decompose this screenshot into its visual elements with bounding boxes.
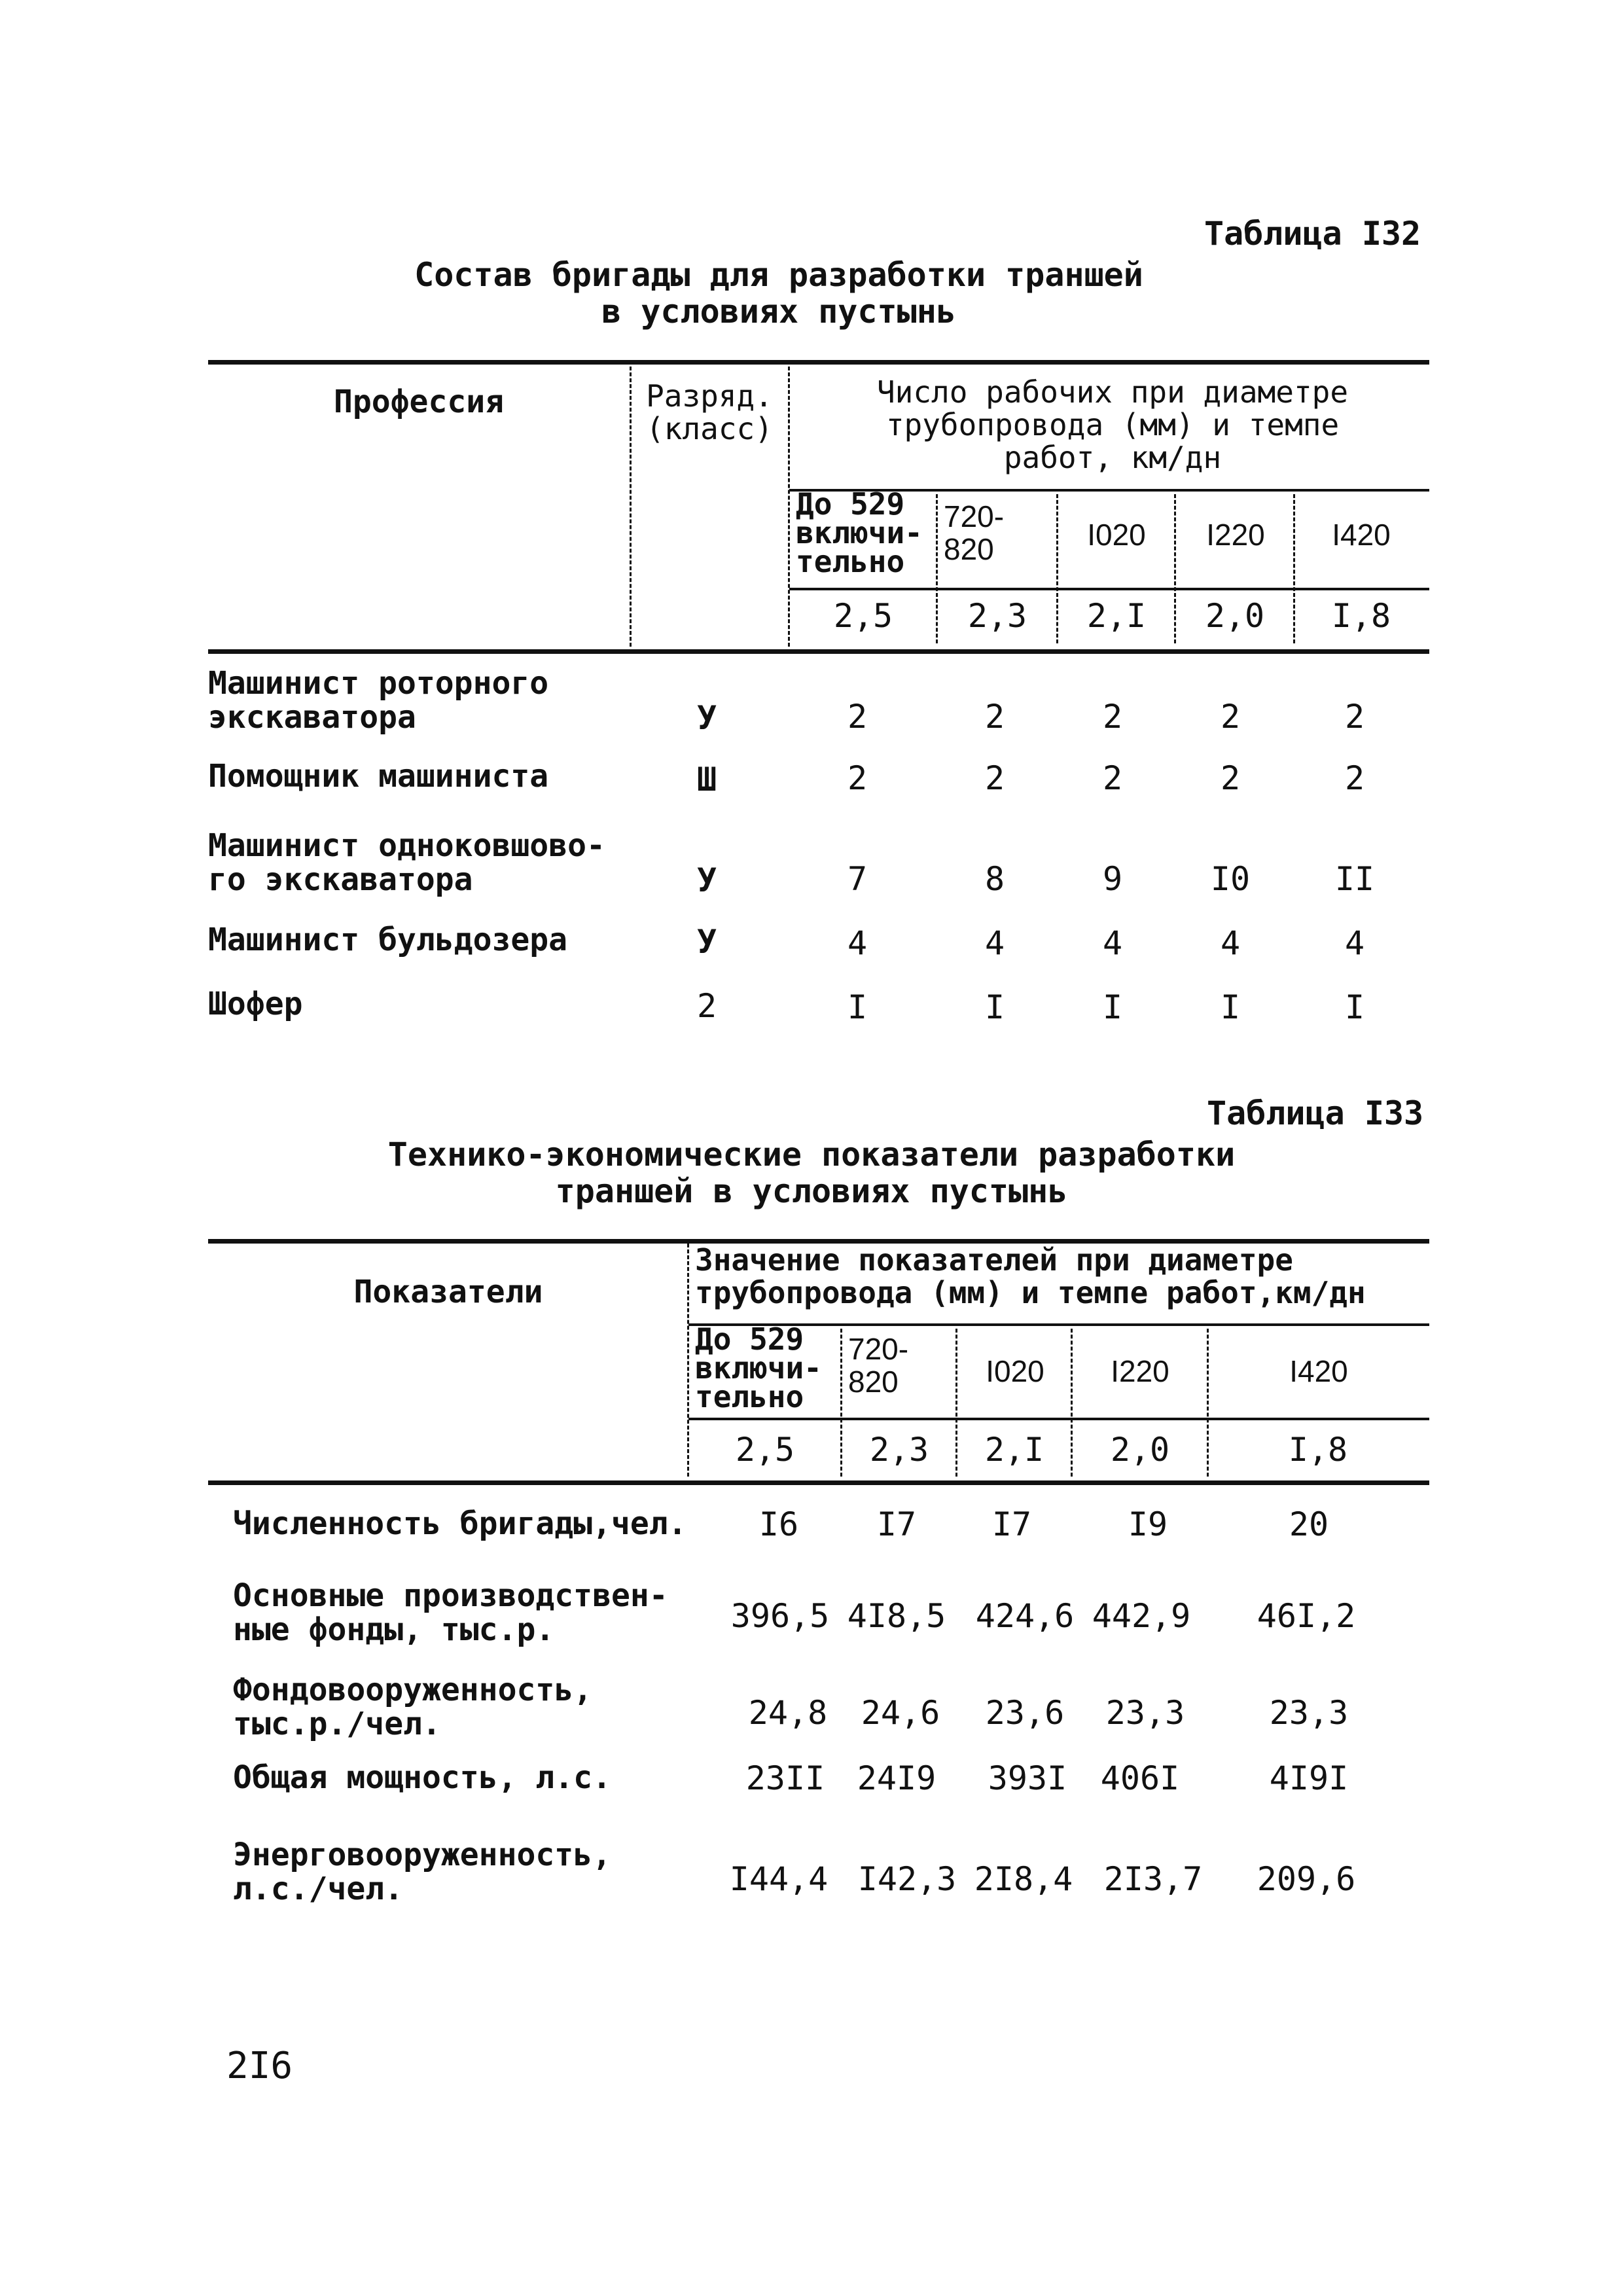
header-diameter-1020: I020 [1087,518,1146,552]
table-cell: 406I [1100,1759,1180,1797]
table-cell-grade: У [696,861,717,899]
header-profession: Профессия [333,384,505,420]
table-133-label: Таблица I33 [1207,1094,1424,1132]
table-row-label: Машинист бульдозера [208,922,568,958]
table-cell: 23,3 [1105,1694,1185,1732]
table-cell: 2 [1220,759,1241,797]
table-cell: 4 [1102,924,1123,962]
table-cell: 9 [1102,860,1123,898]
rule [208,649,1429,654]
header-diameter-720: 720- 820 [944,499,1005,566]
header-diameter-720: 720- 820 [848,1332,909,1399]
table-row-label: Шофер [208,986,303,1022]
table-cell: 4 [1220,924,1241,962]
header-pace: 2,5 [735,1431,795,1469]
table-cell: 424,6 [975,1597,1075,1635]
table-cell-grade: У [696,923,717,961]
header-diameter-1420: I420 [1332,518,1391,552]
table-cell: 4 [984,924,1005,962]
table-cell: I [847,988,868,1026]
header-pace: 2,3 [967,597,1027,635]
table-132-label: Таблица I32 [1204,215,1421,253]
table-cell-grade: У [696,699,717,737]
table-row-label: Численность бригады,чел. [233,1505,687,1542]
column-divider [1207,1329,1209,1477]
table-cell: 442,9 [1092,1597,1191,1635]
table-cell-grade: Ш [696,761,717,798]
table-cell: I [984,988,1005,1026]
table-cell: 23,3 [1269,1694,1349,1732]
table-cell: 7 [847,860,868,898]
header-pace: 2,3 [869,1431,929,1469]
column-divider [955,1329,957,1477]
header-values: Значение показателей при диаметре трубопровода (мм) и темпе работ,км/дн [695,1242,1366,1310]
table-row-label: Фондовооруженность, тыс.р./чел. [233,1672,593,1742]
header-indicators: Показатели [353,1274,543,1310]
table-row-label: Основные производствен- ные фонды, тыс.р. [233,1577,668,1648]
table-row-label: Машинист одноковшово- го экскаватора [208,827,605,898]
table-cell: 2 [1102,759,1123,797]
table-row-label: Машинист роторного экскаватора [208,665,549,736]
table-cell: I [1344,988,1365,1026]
column-divider [840,1329,842,1477]
table-cell: I42,3 [857,1860,957,1898]
table-cell: 4 [847,924,868,962]
table-cell: 23,6 [985,1694,1065,1732]
table-cell: I6 [758,1505,799,1543]
header-diameter-1020: I020 [986,1354,1044,1388]
table-cell: I44,4 [729,1860,829,1898]
table-cell: 24I9 [857,1759,936,1797]
table-cell: 2 [847,759,868,797]
table-cell: I7 [876,1505,917,1543]
table-cell: 2 [1220,698,1241,736]
header-pace: I,8 [1331,597,1391,635]
table-132-title [366,257,1191,330]
column-divider [630,367,632,647]
table-row-label: Помощник машиниста [208,758,549,795]
table-cell: 209,6 [1257,1860,1356,1898]
title-line: Технико-экономические показатели разработки [387,1136,1236,1174]
table-cell: 396,5 [730,1597,830,1635]
table-133-title [353,1136,1270,1210]
title-line: Состав бригады для разработки траншей [414,256,1143,294]
table-cell: 20 [1289,1505,1329,1543]
table-cell-grade: 2 [696,987,717,1025]
table-cell: 8 [984,860,1005,898]
table-cell: 2 [1102,698,1123,736]
table-cell: 4 [1344,924,1365,962]
table-cell: I9 [1128,1505,1168,1543]
rule [688,1418,1429,1420]
title-line: в условиях пустынь [601,293,956,331]
header-diameter-1220: I220 [1111,1354,1169,1388]
table-cell: 23II [745,1759,825,1797]
table-row-label: Общая мощность, л.с. [233,1759,611,1796]
header-diameter-529: До 529 включи- тельно [796,486,923,579]
table-cell: 2 [1344,698,1365,736]
column-divider [788,367,790,647]
table-cell: 24,8 [748,1694,828,1732]
header-pace: 2,I [1086,597,1147,635]
title-line: траншей в условиях пустынь [555,1172,1068,1210]
header-pace: I,8 [1288,1431,1348,1469]
rule [789,588,1429,590]
table-cell: 393I [988,1759,1067,1797]
table-cell: 24,6 [861,1694,940,1732]
header-diameter-1420: I420 [1289,1354,1348,1388]
table-cell: 2 [847,698,868,736]
table-cell: 46I,2 [1257,1597,1356,1635]
column-divider [1293,494,1295,643]
table-cell: I0 [1210,860,1251,898]
column-divider [1174,494,1176,643]
table-cell: 2I8,4 [974,1860,1073,1898]
table-cell: I [1102,988,1123,1026]
table-cell: II [1334,860,1375,898]
column-divider [687,1244,689,1477]
table-cell: 2I3,7 [1103,1860,1203,1898]
rule [208,360,1429,365]
table-cell: 2 [984,698,1005,736]
header-diameter-1220: I220 [1206,518,1265,552]
column-divider [1056,494,1058,643]
header-grade: Разряд. (класс) [646,378,773,446]
table-row-label: Энерговооруженность, л.с./чел. [233,1837,611,1907]
header-pace: 2,I [984,1431,1044,1469]
table-cell: 4I9I [1269,1759,1349,1797]
page-number: 2I6 [226,2045,293,2087]
column-divider [1071,1329,1073,1477]
table-cell: I [1220,988,1241,1026]
table-cell: 2 [984,759,1005,797]
header-diameter-529: До 529 включи- тельно [695,1321,822,1414]
header-pace: 2,5 [833,597,893,635]
header-pace: 2,0 [1205,597,1265,635]
header-pace: 2,0 [1110,1431,1170,1469]
table-cell: 2 [1344,759,1365,797]
table-cell: I7 [991,1505,1032,1543]
rule [208,1480,1429,1485]
header-workers: Число рабочих при диаметре трубопровода (мм) и темпе работ, км/дн [876,374,1349,475]
column-divider [936,494,938,643]
table-cell: 4I8,5 [847,1597,946,1635]
